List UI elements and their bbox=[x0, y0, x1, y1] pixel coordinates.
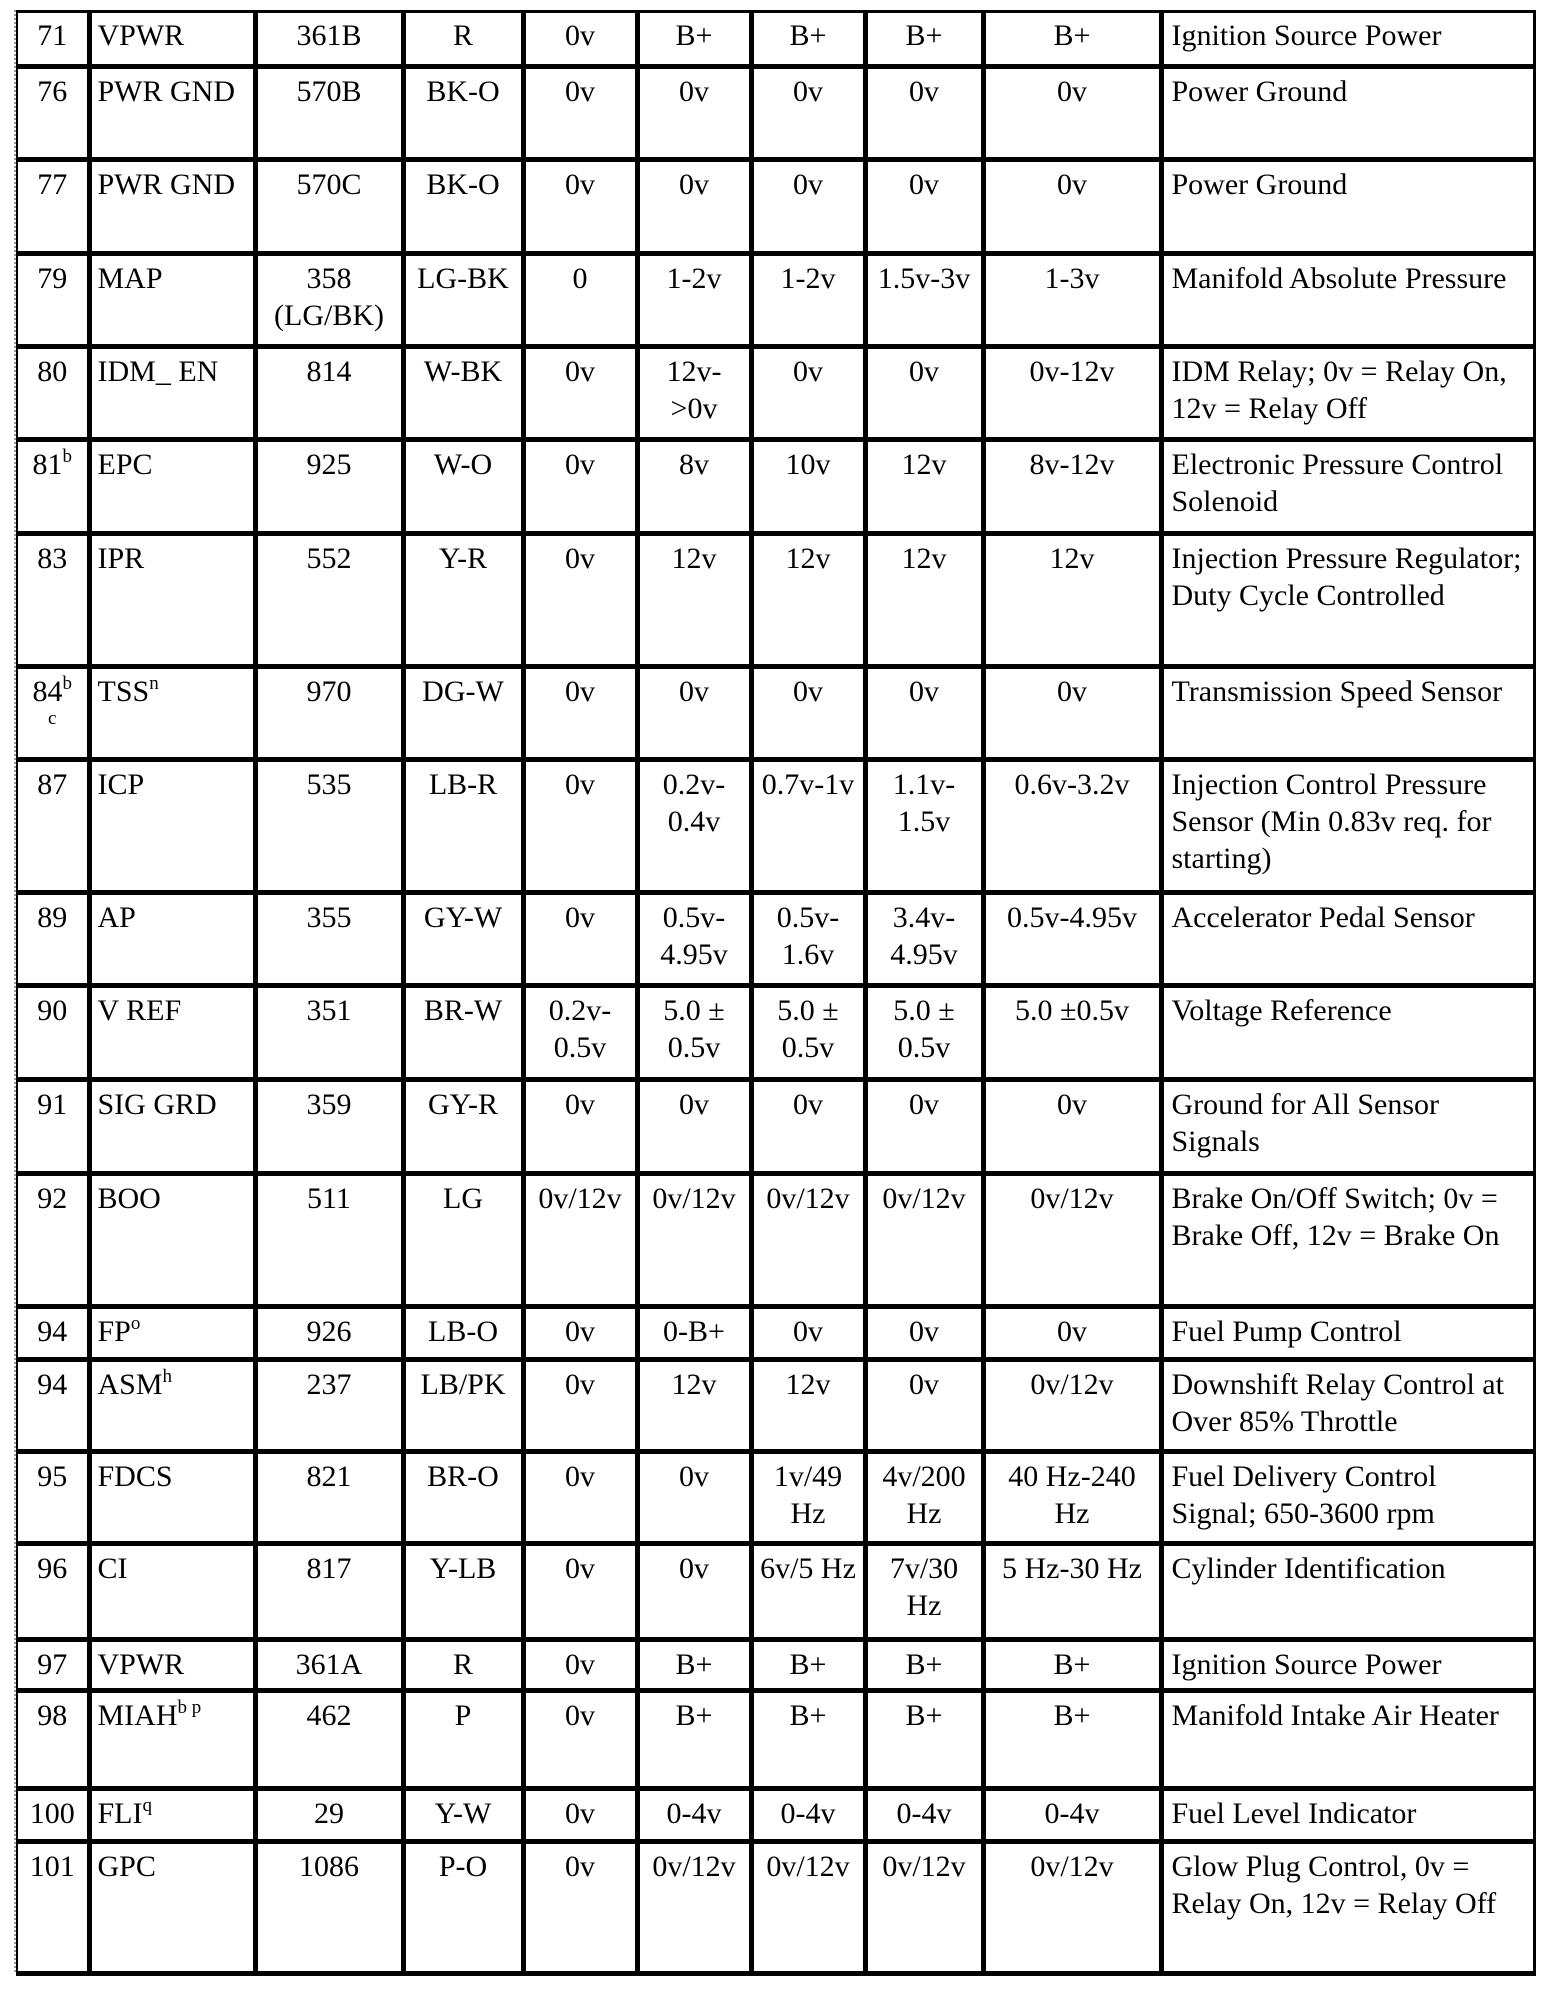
voltage-cell-1: 0v bbox=[523, 67, 637, 160]
wire-color-cell: W-BK bbox=[403, 347, 523, 440]
voltage-cell-1: 0v bbox=[523, 1842, 637, 1974]
voltage-cell-1: 0v bbox=[523, 760, 637, 893]
signal-name: TSS bbox=[97, 675, 150, 708]
voltage-cell-5: 0v bbox=[983, 67, 1161, 160]
voltage-cell-3: 10v bbox=[751, 440, 865, 534]
table-row bbox=[17, 986, 1534, 1080]
voltage-cell-4: 0-4v bbox=[865, 1789, 983, 1842]
table-body bbox=[17, 12, 1534, 1974]
circuit-cell: 361B bbox=[255, 12, 403, 67]
voltage-cell-3: 0v bbox=[751, 667, 865, 760]
table-row bbox=[17, 667, 1534, 760]
voltage-cell-2: 0v bbox=[637, 667, 751, 760]
table-row bbox=[17, 1452, 1534, 1544]
signal-name: MIAH bbox=[97, 1699, 178, 1732]
circuit-cell: 359 bbox=[255, 1080, 403, 1174]
voltage-cell-3: 1-2v bbox=[751, 254, 865, 347]
voltage-cell-4: 0v bbox=[865, 67, 983, 160]
signal-cell bbox=[89, 160, 255, 254]
signal-name: PWR GND bbox=[97, 75, 236, 108]
pin-cell bbox=[17, 254, 89, 347]
voltage-cell-3: 0v bbox=[751, 347, 865, 440]
pin-cell bbox=[17, 1842, 89, 1974]
voltage-cell-5: 5.0 ±0.5v bbox=[983, 986, 1161, 1080]
circuit-cell: 570C bbox=[255, 160, 403, 254]
voltage-cell-5: 0v bbox=[983, 667, 1161, 760]
table-row bbox=[17, 893, 1534, 986]
pin-cell bbox=[17, 347, 89, 440]
signal-cell bbox=[89, 1544, 255, 1640]
voltage-cell-5: 0v bbox=[983, 1080, 1161, 1174]
description-cell: Injection Pressure Regulator; Duty Cycle Controlled bbox=[1161, 534, 1534, 667]
signal-cell bbox=[89, 1691, 255, 1789]
pin-number: 76 bbox=[37, 75, 68, 108]
pin-cell bbox=[17, 440, 89, 534]
description-cell: Ignition Source Power bbox=[1161, 12, 1534, 67]
table-row bbox=[17, 12, 1534, 67]
signal-name: MAP bbox=[97, 262, 163, 295]
voltage-cell-3: 0v bbox=[751, 1307, 865, 1360]
pin-number: 90 bbox=[37, 994, 68, 1027]
voltage-cell-5: B+ bbox=[983, 1691, 1161, 1789]
voltage-cell-4: B+ bbox=[865, 12, 983, 67]
voltage-cell-2: B+ bbox=[637, 12, 751, 67]
signal-name: BOO bbox=[97, 1182, 161, 1215]
description-cell: Downshift Relay Control at Over 85% Throttle bbox=[1161, 1360, 1534, 1452]
pin-footnote-sub: c bbox=[48, 708, 57, 729]
table-row bbox=[17, 1174, 1534, 1307]
wire-color-cell: P-O bbox=[403, 1842, 523, 1974]
voltage-cell-3: 0.5v-1.6v bbox=[751, 893, 865, 986]
voltage-cell-4: 1.1v-1.5v bbox=[865, 760, 983, 893]
voltage-cell-2: B+ bbox=[637, 1640, 751, 1691]
signal-cell bbox=[89, 1174, 255, 1307]
signal-name: GPC bbox=[97, 1850, 156, 1883]
voltage-cell-3: 0v bbox=[751, 1080, 865, 1174]
voltage-cell-4: 12v bbox=[865, 440, 983, 534]
voltage-cell-4: B+ bbox=[865, 1691, 983, 1789]
description-cell: Electronic Pressure Control Solenoid bbox=[1161, 440, 1534, 534]
pin-number: 91 bbox=[37, 1088, 68, 1121]
voltage-cell-2: 0v bbox=[637, 1544, 751, 1640]
pin-number: 94 bbox=[37, 1315, 68, 1348]
circuit-cell: 29 bbox=[255, 1789, 403, 1842]
voltage-cell-3: 12v bbox=[751, 534, 865, 667]
wire-color-cell: BR-W bbox=[403, 986, 523, 1080]
wire-color-cell: BK-O bbox=[403, 160, 523, 254]
voltage-cell-1: 0v bbox=[523, 1307, 637, 1360]
voltage-cell-1: 0v bbox=[523, 893, 637, 986]
pinout-table bbox=[16, 10, 1536, 1976]
description-cell: Ignition Source Power bbox=[1161, 1640, 1534, 1691]
signal-cell bbox=[89, 1842, 255, 1974]
pin-cell bbox=[17, 534, 89, 667]
table-row bbox=[17, 1640, 1534, 1691]
table-row bbox=[17, 254, 1534, 347]
voltage-cell-3: 6v/5 Hz bbox=[751, 1544, 865, 1640]
voltage-cell-3: 5.0 ± 0.5v bbox=[751, 986, 865, 1080]
wire-color-cell: P bbox=[403, 1691, 523, 1789]
table-row bbox=[17, 1307, 1534, 1360]
pin-number: 100 bbox=[29, 1797, 75, 1830]
pin-cell bbox=[17, 1691, 89, 1789]
voltage-cell-2: 0v bbox=[637, 1452, 751, 1544]
circuit-cell: 925 bbox=[255, 440, 403, 534]
voltage-cell-4: 12v bbox=[865, 534, 983, 667]
voltage-cell-2: 1-2v bbox=[637, 254, 751, 347]
voltage-cell-5: 1-3v bbox=[983, 254, 1161, 347]
pin-cell bbox=[17, 667, 89, 760]
table-row bbox=[17, 1842, 1534, 1974]
voltage-cell-2: 0v/12v bbox=[637, 1842, 751, 1974]
pin-number: 95 bbox=[37, 1460, 68, 1493]
voltage-cell-1: 0v bbox=[523, 667, 637, 760]
circuit-cell: 237 bbox=[255, 1360, 403, 1452]
pin-cell bbox=[17, 760, 89, 893]
voltage-cell-5: 0.6v-3.2v bbox=[983, 760, 1161, 893]
voltage-cell-2: 0v bbox=[637, 160, 751, 254]
circuit-cell: 970 bbox=[255, 667, 403, 760]
signal-name: AP bbox=[97, 901, 136, 934]
signal-name: FLI bbox=[97, 1797, 143, 1830]
signal-footnote: h bbox=[162, 1366, 173, 1387]
voltage-cell-5: B+ bbox=[983, 12, 1161, 67]
voltage-cell-5: 12v bbox=[983, 534, 1161, 667]
pin-number: 98 bbox=[37, 1699, 68, 1732]
signal-cell bbox=[89, 347, 255, 440]
signal-name: SIG GRD bbox=[97, 1088, 217, 1121]
signal-cell bbox=[89, 254, 255, 347]
voltage-cell-4: 7v/30 Hz bbox=[865, 1544, 983, 1640]
description-cell: Fuel Level Indicator bbox=[1161, 1789, 1534, 1842]
pin-number: 84 bbox=[32, 675, 63, 708]
signal-cell bbox=[89, 667, 255, 760]
wire-color-cell: DG-W bbox=[403, 667, 523, 760]
voltage-cell-3: 1v/49 Hz bbox=[751, 1452, 865, 1544]
pin-cell bbox=[17, 986, 89, 1080]
voltage-cell-5: 0v bbox=[983, 160, 1161, 254]
circuit-cell: 570B bbox=[255, 67, 403, 160]
wire-color-cell: LB-R bbox=[403, 760, 523, 893]
circuit-cell: 462 bbox=[255, 1691, 403, 1789]
pin-number: 80 bbox=[37, 355, 68, 388]
circuit-cell: 351 bbox=[255, 986, 403, 1080]
voltage-cell-3: B+ bbox=[751, 1640, 865, 1691]
voltage-cell-4: 0v bbox=[865, 1080, 983, 1174]
wire-color-cell: W-O bbox=[403, 440, 523, 534]
signal-name: EPC bbox=[97, 448, 153, 481]
voltage-cell-3: 0v bbox=[751, 67, 865, 160]
signal-cell bbox=[89, 534, 255, 667]
voltage-cell-1: 0v bbox=[523, 1544, 637, 1640]
table-row bbox=[17, 1080, 1534, 1174]
description-cell: Fuel Delivery Control Signal; 650-3600 rpm bbox=[1161, 1452, 1534, 1544]
voltage-cell-1: 0v bbox=[523, 12, 637, 67]
wire-color-cell: BK-O bbox=[403, 67, 523, 160]
pin-number: 77 bbox=[37, 168, 68, 201]
voltage-cell-2: 8v bbox=[637, 440, 751, 534]
voltage-cell-4: 4v/200 Hz bbox=[865, 1452, 983, 1544]
voltage-cell-4: 0v bbox=[865, 1360, 983, 1452]
signal-name: PWR GND bbox=[97, 168, 236, 201]
voltage-cell-3: 0.7v-1v bbox=[751, 760, 865, 893]
signal-name: ASM bbox=[97, 1368, 163, 1401]
pin-number: 87 bbox=[37, 768, 68, 801]
voltage-cell-5: 0v/12v bbox=[983, 1842, 1161, 1974]
voltage-cell-2: 5.0 ± 0.5v bbox=[637, 986, 751, 1080]
signal-footnote: n bbox=[149, 673, 159, 694]
description-cell: Brake On/Off Switch; 0v = Brake Off, 12v = Brake On bbox=[1161, 1174, 1534, 1307]
table-row bbox=[17, 160, 1534, 254]
wire-color-cell: LG-BK bbox=[403, 254, 523, 347]
pin-cell bbox=[17, 1307, 89, 1360]
voltage-cell-5: 0v/12v bbox=[983, 1360, 1161, 1452]
voltage-cell-4: 0v bbox=[865, 1307, 983, 1360]
pin-cell bbox=[17, 1174, 89, 1307]
voltage-cell-2: 0.5v-4.95v bbox=[637, 893, 751, 986]
signal-footnote: q bbox=[142, 1795, 152, 1816]
table-row bbox=[17, 1789, 1534, 1842]
pin-cell bbox=[17, 1360, 89, 1452]
pin-cell bbox=[17, 1640, 89, 1691]
circuit-cell: 355 bbox=[255, 893, 403, 986]
wire-color-cell: LG bbox=[403, 1174, 523, 1307]
wire-color-cell: GY-R bbox=[403, 1080, 523, 1174]
signal-name: IPR bbox=[97, 542, 145, 575]
signal-name: V REF bbox=[97, 994, 182, 1027]
table-row bbox=[17, 67, 1534, 160]
wire-color-cell: R bbox=[403, 12, 523, 67]
wire-color-cell: Y-LB bbox=[403, 1544, 523, 1640]
voltage-cell-5: 0v-12v bbox=[983, 347, 1161, 440]
signal-cell bbox=[89, 1640, 255, 1691]
pin-number: 89 bbox=[37, 901, 68, 934]
wire-color-cell: LB/PK bbox=[403, 1360, 523, 1452]
voltage-cell-5: 40 Hz-240 Hz bbox=[983, 1452, 1161, 1544]
description-cell: Injection Control Pressure Sensor (Min 0.83v req. for starting) bbox=[1161, 760, 1534, 893]
circuit-cell: 1086 bbox=[255, 1842, 403, 1974]
voltage-cell-5: 0.5v-4.95v bbox=[983, 893, 1161, 986]
pin-number: 79 bbox=[37, 262, 68, 295]
signal-cell bbox=[89, 440, 255, 534]
pin-cell bbox=[17, 1452, 89, 1544]
voltage-cell-1: 0v bbox=[523, 1691, 637, 1789]
circuit-cell: 535 bbox=[255, 760, 403, 893]
voltage-cell-3: 0v/12v bbox=[751, 1174, 865, 1307]
pin-number: 94 bbox=[37, 1368, 68, 1401]
pin-number: 83 bbox=[37, 542, 68, 575]
description-cell: Manifold Intake Air Heater bbox=[1161, 1691, 1534, 1789]
table-row bbox=[17, 440, 1534, 534]
pin-cell bbox=[17, 1789, 89, 1842]
table-row bbox=[17, 1544, 1534, 1640]
signal-cell bbox=[89, 1360, 255, 1452]
voltage-cell-4: 0v bbox=[865, 160, 983, 254]
wire-color-cell: BR-O bbox=[403, 1452, 523, 1544]
circuit-cell: 821 bbox=[255, 1452, 403, 1544]
circuit-cell: 817 bbox=[255, 1544, 403, 1640]
voltage-cell-2: 0-4v bbox=[637, 1789, 751, 1842]
wire-color-cell: R bbox=[403, 1640, 523, 1691]
signal-footnote: o bbox=[130, 1313, 141, 1334]
voltage-cell-5: 0-4v bbox=[983, 1789, 1161, 1842]
description-cell: Voltage Reference bbox=[1161, 986, 1534, 1080]
voltage-cell-1: 0v bbox=[523, 1080, 637, 1174]
description-cell: Manifold Absolute Pressure bbox=[1161, 254, 1534, 347]
voltage-cell-4: 0v bbox=[865, 347, 983, 440]
pin-footnote: b bbox=[62, 673, 72, 694]
wire-color-cell: LB-O bbox=[403, 1307, 523, 1360]
pin-number: 97 bbox=[37, 1648, 68, 1681]
description-cell: Transmission Speed Sensor bbox=[1161, 667, 1534, 760]
signal-cell bbox=[89, 1080, 255, 1174]
pin-cell bbox=[17, 893, 89, 986]
table-row bbox=[17, 760, 1534, 893]
voltage-cell-1: 0v bbox=[523, 1789, 637, 1842]
voltage-cell-5: 8v-12v bbox=[983, 440, 1161, 534]
signal-footnote: b p bbox=[177, 1697, 202, 1718]
signal-cell bbox=[89, 986, 255, 1080]
voltage-cell-3: B+ bbox=[751, 1691, 865, 1789]
signal-name: FP bbox=[97, 1315, 131, 1348]
voltage-cell-2: 0v bbox=[637, 67, 751, 160]
voltage-cell-1: 0v bbox=[523, 160, 637, 254]
wire-color-cell: Y-W bbox=[403, 1789, 523, 1842]
pin-cell bbox=[17, 1080, 89, 1174]
description-cell: Fuel Pump Control bbox=[1161, 1307, 1534, 1360]
signal-cell bbox=[89, 1307, 255, 1360]
voltage-cell-1: 0v bbox=[523, 1452, 637, 1544]
pin-number: 96 bbox=[37, 1552, 68, 1585]
circuit-cell: 361A bbox=[255, 1640, 403, 1691]
signal-cell bbox=[89, 893, 255, 986]
description-cell: Ground for All Sensor Signals bbox=[1161, 1080, 1534, 1174]
voltage-cell-4: 0v bbox=[865, 667, 983, 760]
signal-cell bbox=[89, 12, 255, 67]
pin-number: 92 bbox=[37, 1182, 68, 1215]
voltage-cell-3: 0-4v bbox=[751, 1789, 865, 1842]
pin-number: 101 bbox=[29, 1850, 75, 1883]
pin-cell bbox=[17, 1544, 89, 1640]
table-row bbox=[17, 1691, 1534, 1789]
voltage-cell-5: B+ bbox=[983, 1640, 1161, 1691]
table-row bbox=[17, 347, 1534, 440]
voltage-cell-4: 5.0 ± 0.5v bbox=[865, 986, 983, 1080]
voltage-cell-2: 12v bbox=[637, 1360, 751, 1452]
pin-footnote: b bbox=[62, 446, 72, 467]
signal-cell bbox=[89, 1789, 255, 1842]
signal-name: IDM_ EN bbox=[97, 355, 219, 388]
circuit-cell: 511 bbox=[255, 1174, 403, 1307]
wire-color-cell: Y-R bbox=[403, 534, 523, 667]
voltage-cell-3: 12v bbox=[751, 1360, 865, 1452]
description-cell: Accelerator Pedal Sensor bbox=[1161, 893, 1534, 986]
table-row bbox=[17, 534, 1534, 667]
voltage-cell-5: 0v bbox=[983, 1307, 1161, 1360]
circuit-cell: 552 bbox=[255, 534, 403, 667]
signal-cell bbox=[89, 67, 255, 160]
description-cell: Cylinder Identification bbox=[1161, 1544, 1534, 1640]
voltage-cell-1: 0v bbox=[523, 534, 637, 667]
voltage-cell-1: 0v bbox=[523, 440, 637, 534]
signal-name: ICP bbox=[97, 768, 145, 801]
signal-name: FDCS bbox=[97, 1460, 173, 1493]
voltage-cell-5: 5 Hz-30 Hz bbox=[983, 1544, 1161, 1640]
description-cell: IDM Relay; 0v = Relay On, 12v = Relay Off bbox=[1161, 347, 1534, 440]
voltage-cell-2: 12v bbox=[637, 534, 751, 667]
voltage-cell-1: 0 bbox=[523, 254, 637, 347]
signal-cell bbox=[89, 1452, 255, 1544]
voltage-cell-4: 0v/12v bbox=[865, 1842, 983, 1974]
description-cell: Glow Plug Control, 0v = Relay On, 12v = Relay Off bbox=[1161, 1842, 1534, 1974]
signal-name: CI bbox=[97, 1552, 128, 1585]
voltage-cell-2: 0.2v-0.4v bbox=[637, 760, 751, 893]
signal-name: VPWR bbox=[97, 19, 185, 52]
voltage-cell-1: 0v bbox=[523, 1360, 637, 1452]
pin-cell bbox=[17, 160, 89, 254]
voltage-cell-3: 0v/12v bbox=[751, 1842, 865, 1974]
voltage-cell-3: B+ bbox=[751, 12, 865, 67]
voltage-cell-1: 0v bbox=[523, 347, 637, 440]
voltage-cell-4: 3.4v-4.95v bbox=[865, 893, 983, 986]
voltage-cell-1: 0.2v-0.5v bbox=[523, 986, 637, 1080]
pin-number: 71 bbox=[37, 19, 68, 52]
circuit-cell: 814 bbox=[255, 347, 403, 440]
voltage-cell-1: 0v/12v bbox=[523, 1174, 637, 1307]
voltage-cell-5: 0v/12v bbox=[983, 1174, 1161, 1307]
description-cell: Power Ground bbox=[1161, 67, 1534, 160]
voltage-cell-2: 0v/12v bbox=[637, 1174, 751, 1307]
table-row bbox=[17, 1360, 1534, 1452]
circuit-cell: 926 bbox=[255, 1307, 403, 1360]
pin-cell bbox=[17, 12, 89, 67]
pin-cell bbox=[17, 67, 89, 160]
voltage-cell-2: 12v->0v bbox=[637, 347, 751, 440]
voltage-cell-2: B+ bbox=[637, 1691, 751, 1789]
voltage-cell-2: 0v bbox=[637, 1080, 751, 1174]
voltage-cell-4: B+ bbox=[865, 1640, 983, 1691]
voltage-cell-4: 0v/12v bbox=[865, 1174, 983, 1307]
voltage-cell-3: 0v bbox=[751, 160, 865, 254]
voltage-cell-1: 0v bbox=[523, 1640, 637, 1691]
pin-number: 81 bbox=[32, 448, 63, 481]
signal-name: VPWR bbox=[97, 1648, 185, 1681]
description-cell: Power Ground bbox=[1161, 160, 1534, 254]
voltage-cell-2: 0-B+ bbox=[637, 1307, 751, 1360]
wire-color-cell: GY-W bbox=[403, 893, 523, 986]
voltage-cell-4: 1.5v-3v bbox=[865, 254, 983, 347]
signal-cell bbox=[89, 760, 255, 893]
circuit-cell: 358 (LG/BK) bbox=[255, 254, 403, 347]
